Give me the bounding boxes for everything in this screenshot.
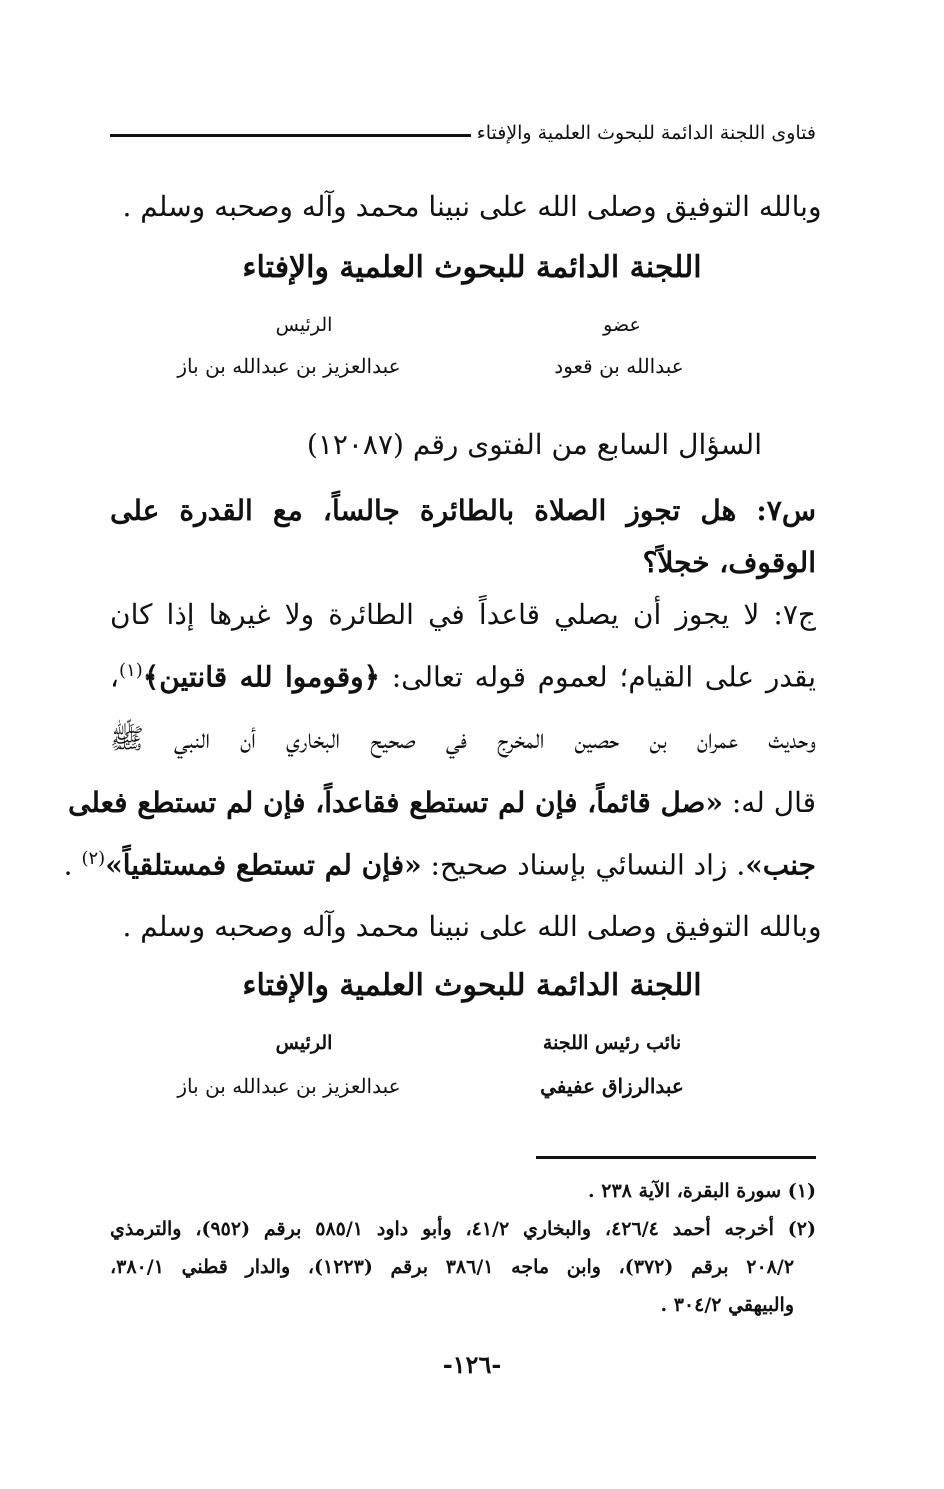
signatory-role: عضو <box>603 314 641 336</box>
signatory-name: عبدالعزيز بن عبدالله بن باز <box>177 354 401 378</box>
hadith-quote: «فإن لم تستطع فمستلقياً» <box>105 848 422 882</box>
signatory-name: عبدالرزاق عفيفي <box>540 1074 684 1098</box>
footnote-separator <box>536 1156 816 1159</box>
hadith-quote: «صل قائماً، فإن لم تستطع فقاعداً، فإن لم تستطع فعلى <box>68 786 723 819</box>
answer-text: وحديث عمران بن حصين المخرج في صحيح البخاري أن النبي ﷺ <box>110 722 816 755</box>
committee-heading: اللجنة الدائمة للبحوث العلمية والإفتاء <box>242 250 702 285</box>
answer-text-segment: قال له: <box>722 786 816 819</box>
fatwa-question-intro: السؤال السابع من الفتوى رقم (١٢٠٨٧) <box>306 428 762 461</box>
page-number: -١٢٦- <box>442 1350 502 1379</box>
header-rule <box>110 134 471 137</box>
answer-text <box>110 660 816 693</box>
question-text: س٧: هل تجوز الصلاة بالطائرة جالساً، مع القدرة على <box>110 494 816 527</box>
running-header <box>110 118 816 148</box>
signatory-name: عبدالعزيز بن عبدالله بن باز <box>177 1074 401 1098</box>
answer-text <box>64 848 816 881</box>
answer-text <box>68 786 816 819</box>
answer-text-segment: . زاد النسائي بإسناد صحيح: <box>421 848 746 882</box>
footnote-ref: (١) <box>119 660 143 681</box>
quran-verse: ﴿وقوموا لله قانتين﴾ <box>142 660 381 694</box>
signatory-role: الرئيس <box>275 1032 333 1054</box>
question-text: الوقوف، خجلاً؟ <box>642 546 816 579</box>
closing-phrase: وبالله التوفيق وصلى الله على نبينا محمد وآله وصحبه وسلم . <box>122 190 822 223</box>
signatory-role: نائب رئيس اللجنة <box>542 1032 682 1054</box>
punctuation: . <box>63 848 82 882</box>
footnote: والبيهقي ٣٠٤/٢ . <box>660 1294 794 1316</box>
punctuation: ، <box>110 660 120 694</box>
answer-text-segment: يقدر على القيام؛ لعموم قوله تعالى: <box>380 660 817 694</box>
committee-heading: اللجنة الدائمة للبحوث العلمية والإفتاء <box>242 968 702 1003</box>
footnote: ٢٠٨/٢ برقم (٣٧٢)، وابن ماجه ٣٨٦/١ برقم (١٢٢٣)، والدار قطني ٣٨٠/١، <box>110 1256 795 1278</box>
footnote-ref: (٢) <box>81 848 106 869</box>
signatory-role: الرئيس <box>275 314 333 336</box>
closing-phrase: وبالله التوفيق وصلى الله على نبينا محمد وآله وصحبه وسلم . <box>122 910 822 943</box>
running-title: فتاوى اللجنة الدائمة للبحوث العلمية والإفتاء <box>476 122 816 144</box>
answer-text: ج٧: لا يجوز أن يصلي قاعداً في الطائرة ولا غيرها إذا كان <box>110 598 816 631</box>
signatory-name: عبدالله بن قعود <box>554 354 684 378</box>
footnote: (٢) أخرجه أحمد ٤٢٦/٤، والبخاري ٤١/٢، وأبو داود ٥٨٥/١ برقم (٩٥٢)، والترمذي <box>110 1218 816 1240</box>
hadith-quote: جنب» <box>745 848 816 882</box>
footnote: (١) سورة البقرة، الآية ٢٣٨ . <box>588 1180 816 1202</box>
